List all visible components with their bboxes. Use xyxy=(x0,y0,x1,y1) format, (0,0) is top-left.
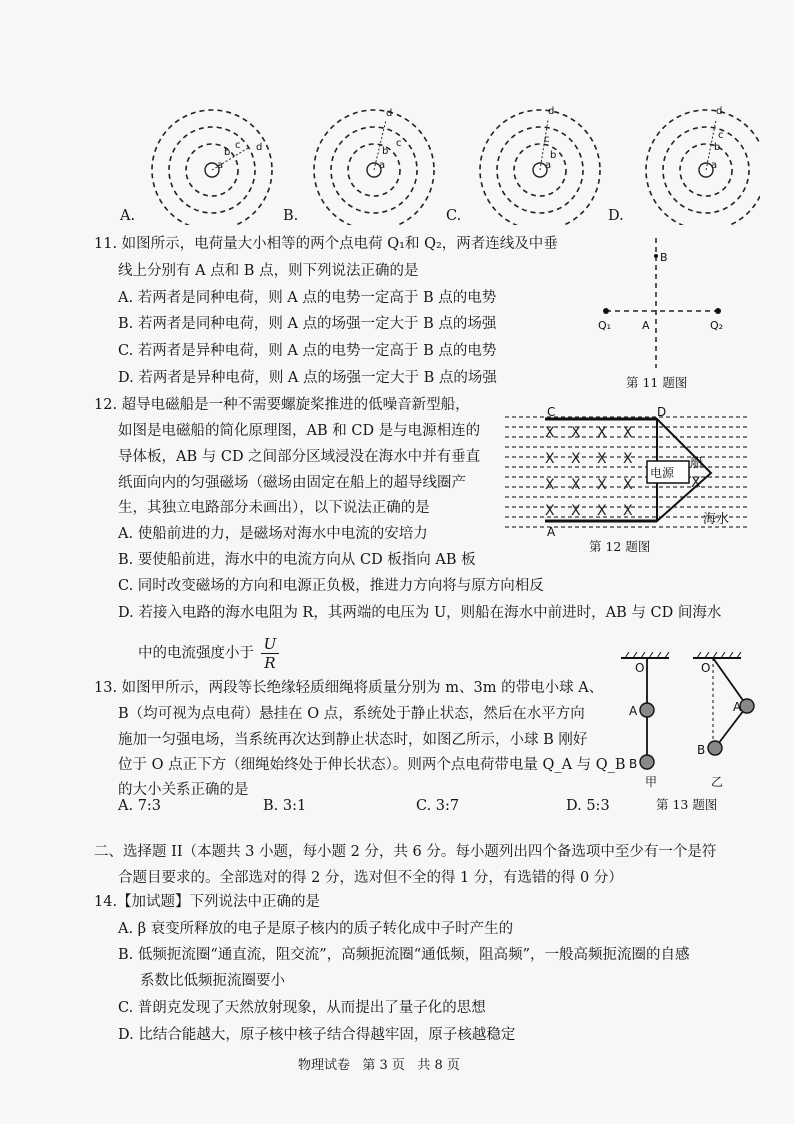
q10-label-b: B. xyxy=(283,208,299,224)
q10-b-label-d: d xyxy=(386,108,393,119)
svg-text:X: X xyxy=(545,451,555,467)
svg-text:X: X xyxy=(623,503,633,519)
q12-stem-line5: 生，其独立电路部分未画出），以下说法正确的是 xyxy=(118,500,430,516)
q13-fig-o-left: O xyxy=(635,661,645,675)
q12-option-a: A. 使船前进的力，是磁场对海水中电流的安培力 xyxy=(118,526,428,542)
q12-fraction-numerator: U xyxy=(261,635,280,654)
q10-c-label-a: a xyxy=(545,160,552,171)
q13-fig-left-label: 甲 xyxy=(645,775,658,789)
q13-fig-a-left: A xyxy=(629,704,638,718)
q10-b-label-b: b xyxy=(382,146,389,157)
q10-d-label-a: a xyxy=(711,160,718,171)
q10-b-label-c: c xyxy=(396,138,402,149)
q10-d-label-b: b xyxy=(714,142,721,153)
q12-fig-sea: 海水 xyxy=(703,512,730,527)
q10-c-label-c: c xyxy=(544,134,550,145)
q10-a-label-c: c xyxy=(235,140,241,151)
q12-stem-line2: 如图是电磁船的简化原理图，AB 和 CD 是与电源相连的 xyxy=(118,423,481,439)
q11-option-d: D. 若两者是异种电荷，则 A 点的场强一定大于 B 点的场强 xyxy=(118,370,497,386)
q11-option-b: B. 若两者是同种电荷，则 A 点的场强一定大于 B 点的场强 xyxy=(118,316,497,332)
section2-header-line1: 二、选择题 II（本题共 3 小题，每小题 2 分，共 6 分。每小题列出四个备选项中至少有一个是符 xyxy=(94,844,717,860)
svg-text:X: X xyxy=(623,477,633,493)
q10-c-label-b: b xyxy=(550,150,557,161)
q10-d-label-c: c xyxy=(718,130,724,141)
svg-text:X: X xyxy=(571,503,581,519)
svg-text:X: X xyxy=(571,477,581,493)
q10-label-c: C. xyxy=(446,208,462,224)
svg-text:X: X xyxy=(571,451,581,467)
q13-stem-line3: 施加一匀强电场，当系统再次达到静止状态时，如图乙所示，小球 B 刚好 xyxy=(118,732,588,748)
q12-fig-c: C xyxy=(547,405,556,419)
q13-option-b: B. 3:1 xyxy=(263,798,307,814)
svg-text:X: X xyxy=(545,503,555,519)
q13-stem-line2: B（均可视为点电荷）悬挂在 O 点，系统处于静止状态，然后在水平方向 xyxy=(118,706,585,722)
page-footer: 物理试卷 第 3 页 共 8 页 xyxy=(298,1058,460,1073)
q11-option-a: A. 若两者是同种电荷，则 A 点的电势一定高于 B 点的电势 xyxy=(118,290,497,306)
q14-option-b-line1: B. 低频扼流圈“通直流，阻交流”，高频扼流圈“通低频，阻高频”，一般高频扼流圈的自感 xyxy=(118,947,690,963)
svg-text:X: X xyxy=(623,451,633,467)
q13-fig-o-right: O xyxy=(701,661,711,675)
q11-stem-line1: 11. 如图所示，电荷量大小相等的两个点电荷 Q₁和 Q₂，两者连线及中垂 xyxy=(94,236,558,252)
q13-stem-line1: 13. 如图甲所示，两段等长绝缘轻质细绳将质量分别为 m、3m 的带电小球 A、 xyxy=(94,680,604,696)
section2-header-line2: 合题目要求的。全部选对的得 2 分，选对但不全的得 1 分，有选错的得 0 分） xyxy=(118,870,623,886)
q11-fig-q2: Q₂ xyxy=(710,319,724,332)
q12-option-d-line1: D. 若接入电路的海水电阻为 R，其两端的电压为 U，则船在海水中前进时，AB 与 CD 间海水 xyxy=(118,605,722,621)
svg-text:X: X xyxy=(597,503,607,519)
q10-label-d: D. xyxy=(608,208,624,224)
q11-fig-b: B xyxy=(660,251,668,264)
q12-fig-d: D xyxy=(657,405,667,419)
q12-figure xyxy=(505,405,750,537)
q13-stem-line5: 的大小关系正确的是 xyxy=(118,782,249,798)
q10-d-label-d: d xyxy=(716,106,723,117)
q10-diagrams xyxy=(120,100,760,225)
q12-fraction-denominator: R xyxy=(264,654,276,672)
q13-option-d: D. 5:3 xyxy=(566,798,610,814)
svg-text:X: X xyxy=(597,477,607,493)
q12-fig-boat: 船 xyxy=(690,456,704,471)
q13-fig-b-left: B xyxy=(629,757,638,771)
q13-option-c: C. 3:7 xyxy=(416,798,460,814)
q13-stem-line4: 位于 O 点正下方（细绳始终处于伸长状态）。则两个点电荷带电量 Q_A 与 Q_B xyxy=(118,757,626,773)
q11-figure xyxy=(590,238,740,388)
q14-option-b-line2: 系数比低频扼流圈要小 xyxy=(140,973,285,989)
q12-fraction xyxy=(261,635,280,672)
q13-fig-right-label: 乙 xyxy=(711,775,724,789)
svg-text:X: X xyxy=(597,425,607,441)
q14-option-c: C. 普朗克发现了天然放射现象，从而提出了量子化的思想 xyxy=(118,1000,486,1016)
q10-label-a: A. xyxy=(120,208,136,224)
q14-stem: 14.【加试题】下列说法中正确的是 xyxy=(94,894,321,910)
q12-stem-line3: 导体板，AB 与 CD 之间部分区域浸没在海水中并有垂直 xyxy=(118,449,481,465)
q10-a-label-d: d xyxy=(256,142,263,153)
q12-stem-line1: 12. 超导电磁船是一种不需要螺旋桨推进的低噪音新型船， xyxy=(94,397,470,413)
q13-option-a: A. 7:3 xyxy=(118,798,162,814)
q11-option-c: C. 若两者是异种电荷，则 A 点的电势一定高于 B 点的电势 xyxy=(118,343,497,359)
svg-text:X: X xyxy=(623,425,633,441)
svg-text:X: X xyxy=(597,451,607,467)
svg-text:X: X xyxy=(545,477,555,493)
q12-fig-a: A xyxy=(547,525,556,537)
q13-figure-caption: 第 13 题图 xyxy=(656,797,718,812)
q14-option-a: A. β 衰变所释放的电子是原子核内的质子转化成中子时产生的 xyxy=(118,921,514,937)
q10-a-label-a: a xyxy=(217,160,224,171)
svg-text:X: X xyxy=(545,425,555,441)
q12-option-c: C. 同时改变磁场的方向和电源正负极，推进力方向将与原方向相反 xyxy=(118,578,544,594)
svg-text:X: X xyxy=(571,425,581,441)
q12-fig-source: 电源 xyxy=(650,466,675,480)
q10-b-label-a: a xyxy=(379,160,386,171)
q11-fig-a: A xyxy=(642,319,650,332)
q13-figure xyxy=(615,650,765,798)
q10-c-label-d: d xyxy=(548,106,555,117)
q12-option-b: B. 要使船前进，海水中的电流方向从 CD 板指向 AB 板 xyxy=(118,552,476,568)
q14-option-d: D. 比结合能越大，原子核中核子结合得越牢固，原子核越稳定 xyxy=(118,1027,516,1043)
q12-option-d-line2 xyxy=(138,635,279,672)
q13-fig-a-right: A xyxy=(733,700,742,714)
q13-fig-b-right: B xyxy=(697,743,706,757)
q11-stem-line2: 线上分别有 A 点和 B 点，则下列说法正确的是 xyxy=(118,263,419,279)
q12-option-d-text: 中的电流强度小于 xyxy=(138,645,254,662)
q10-a-label-b: b xyxy=(224,147,231,158)
q12-figure-caption: 第 12 题图 xyxy=(589,539,651,554)
svg-text:X: X xyxy=(691,475,701,491)
q11-figure-caption: 第 11 题图 xyxy=(626,375,688,390)
q11-fig-q1: Q₁ xyxy=(598,319,612,332)
q12-stem-line4: 纸面向内的匀强磁场（磁场由固定在船上的超导线圈产 xyxy=(118,475,466,491)
